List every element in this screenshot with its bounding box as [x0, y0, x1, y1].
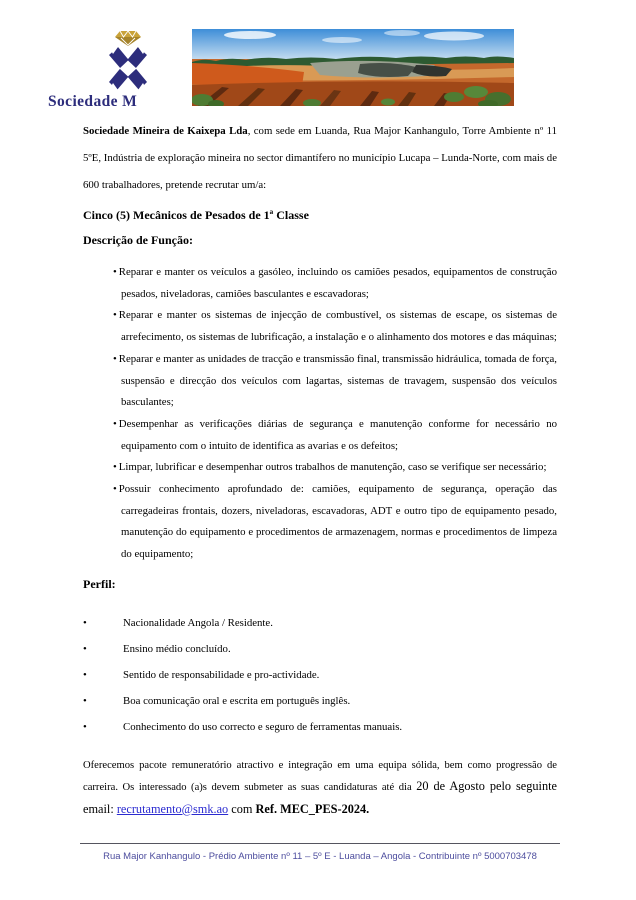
intro-paragraph [83, 118, 557, 199]
profile-item: • Boa comunicação oral e escrita em português inglês. [103, 688, 557, 714]
company-name: Sociedade Mineira de Kaixepa Lda [83, 125, 248, 137]
footer-address: Rua Major Kanhangulo - Prédio Ambiente nº 11 – 5º E - Luanda – Angola - Contribuinte nº 5000703478 [103, 851, 537, 862]
offer-text: Oferecemos pacote remuneratório atractivo e integração em uma equipa sólida, bem como progressão de carreira. Os interessado (a)s devem submeter as suas candidaturas até dia [83, 759, 557, 794]
mine-site-photo [192, 29, 514, 106]
deadline-text: 20 de Agosto pelo seguinte email: recrutamento@smk.ao com Ref. MEC_PES-2024. [83, 779, 557, 816]
duty-item: • Limpar, lubrificar e desempenhar outros trabalhos de manutenção, caso se verifique ser necessário; [113, 457, 557, 479]
page-footer [80, 843, 560, 862]
profile-item: • Sentido de responsabilidade e pro-actividade. [103, 662, 557, 688]
header [0, 0, 636, 114]
company-logo [48, 30, 198, 107]
duty-item: • Possuir conhecimento aprofundado de: camiões, equipamento de segurança, operação das carregadeiras frontais, dozers, niveladoras, escavadoras, ADT e outro tipo de equipamento pesado, manutenção do equipamento e procedimentos de armazenagem, normas e procedimentos de limpeza do equipamento; [113, 479, 557, 566]
duty-item: • Reparar e manter as unidades de tracção e transmissão final, transmissão hidráulica, tomada de força, suspensão e direcção dos veículos com lagartas, sistemas de travagem, suspensão dos veículos basculantes; [113, 349, 557, 414]
job-title: Cinco (5) Mecânicos de Pesados de 1ª Classe [83, 208, 309, 222]
logo-mark-icon [105, 30, 151, 92]
duty-item: • Reparar e manter os veículos a gasóleo, incluindo os camiões pesados, equipamentos de construção pesados, niveladoras, camiões basculantes e escavadoras; [113, 262, 557, 305]
duty-item: • Desempenhar as verificações diárias de segurança e manutenção conforme for necessário no equipamento com o intuito de identifica as avarias e os defeitos; [113, 414, 557, 457]
duty-item: • Reparar e manter os sistemas de injecção de combustível, os sistemas de escape, os sistemas de arrefecimento, os sistemas de lubrificação, a instalação e o alinhamento dos motores e das máquinas; [113, 305, 557, 348]
document-body [83, 118, 557, 821]
email-link[interactable]: recrutamento@smk.ao [116, 801, 229, 816]
profile-list [103, 610, 557, 740]
reference-code: Ref. MEC_PES-2024. [255, 801, 370, 816]
duties-list [113, 262, 557, 566]
duties-heading: Descrição de Função: [83, 233, 193, 247]
profile-item: • Ensino médio concluído. [103, 636, 557, 662]
footer-rule [80, 843, 560, 844]
profile-heading: Perfil: [83, 576, 116, 591]
profile-item: • Nacionalidade Angola / Residente. [103, 610, 557, 636]
offer-paragraph [83, 756, 557, 822]
profile-item: • Conhecimento do uso correcto e seguro de ferramentas manuais. [103, 714, 557, 740]
intro-text: , com sede em Luanda, Rua Major Kanhangulo, Torre Ambiente nº 11 5ºE, Indústria de exploração mineira no sector dimantífero no município Lucapa – Lunda-Norte, com mais de 600 trabalhadores, pretende recrutar um/a: [83, 125, 557, 191]
logo-wordmark: Sociedade M [48, 93, 138, 107]
